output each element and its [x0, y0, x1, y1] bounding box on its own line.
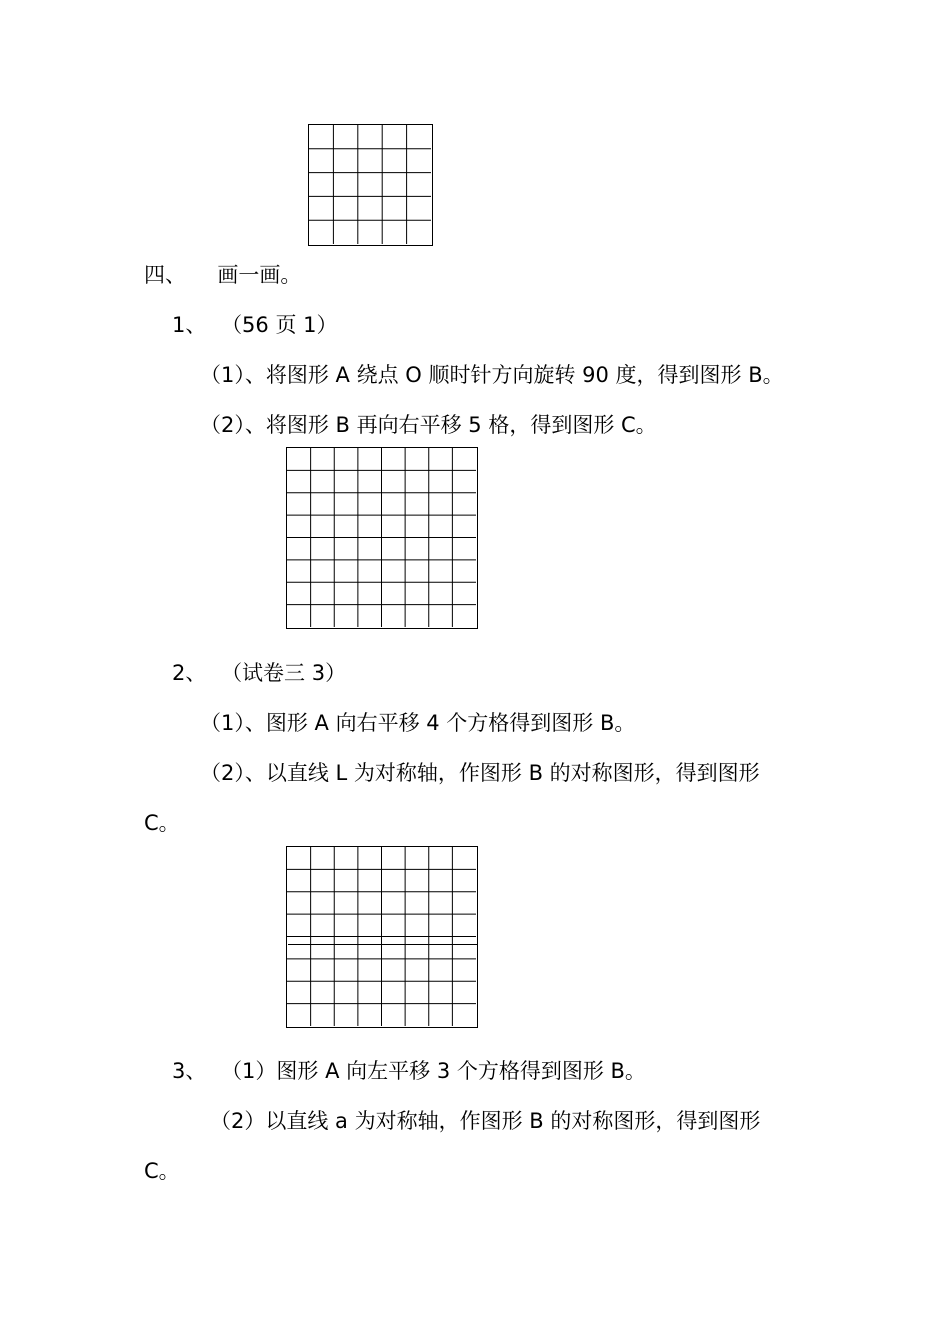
section-heading-text: 画一画。 — [217, 263, 302, 287]
top-grid-lines — [309, 125, 431, 244]
problem-3-label: 3、 — [172, 1059, 207, 1083]
problem-2-label: 2、 — [172, 661, 207, 685]
problem-1-grid-lines — [287, 448, 476, 627]
problem-1-item-1: （1）、将图形 A 绕点 O 顺时针方向旋转 90 度，得到图形 B。 — [200, 363, 784, 387]
problem-3-continuation: C。 — [144, 1159, 180, 1183]
problem-2-item-1: （1）、图形 A 向右平移 4 个方格得到图形 B。 — [200, 711, 636, 735]
problem-2-item-2: （2）、以直线 L 为对称轴，作图形 B 的对称图形，得到图形 — [200, 761, 760, 785]
section-heading — [144, 262, 301, 288]
problem-1-label: 1、 — [172, 313, 207, 337]
problem-1-source: （56 页 1） — [221, 313, 338, 337]
problem-1-grid — [286, 447, 478, 629]
problem-2-grid — [286, 846, 478, 1028]
problem-2-source: （试卷三 3） — [221, 661, 347, 685]
problem-3-item-1-text: （1）图形 A 向左平移 3 个方格得到图形 B。 — [221, 1059, 646, 1083]
problem-2-header — [172, 660, 346, 686]
axis-line-L — [288, 944, 478, 945]
problem-1-item-2: （2）、将图形 B 再向右平移 5 格，得到图形 C。 — [200, 413, 657, 437]
problem-1-header — [172, 312, 338, 338]
problem-3-item-2: （2）以直线 a 为对称轴，作图形 B 的对称图形，得到图形 — [210, 1109, 761, 1133]
problem-2-grid-lines — [287, 847, 476, 1026]
problem-2-continuation: C。 — [144, 811, 180, 835]
top-grid — [308, 124, 433, 246]
section-heading-num: 四、 — [144, 263, 186, 287]
problem-3-item-1 — [172, 1058, 646, 1084]
